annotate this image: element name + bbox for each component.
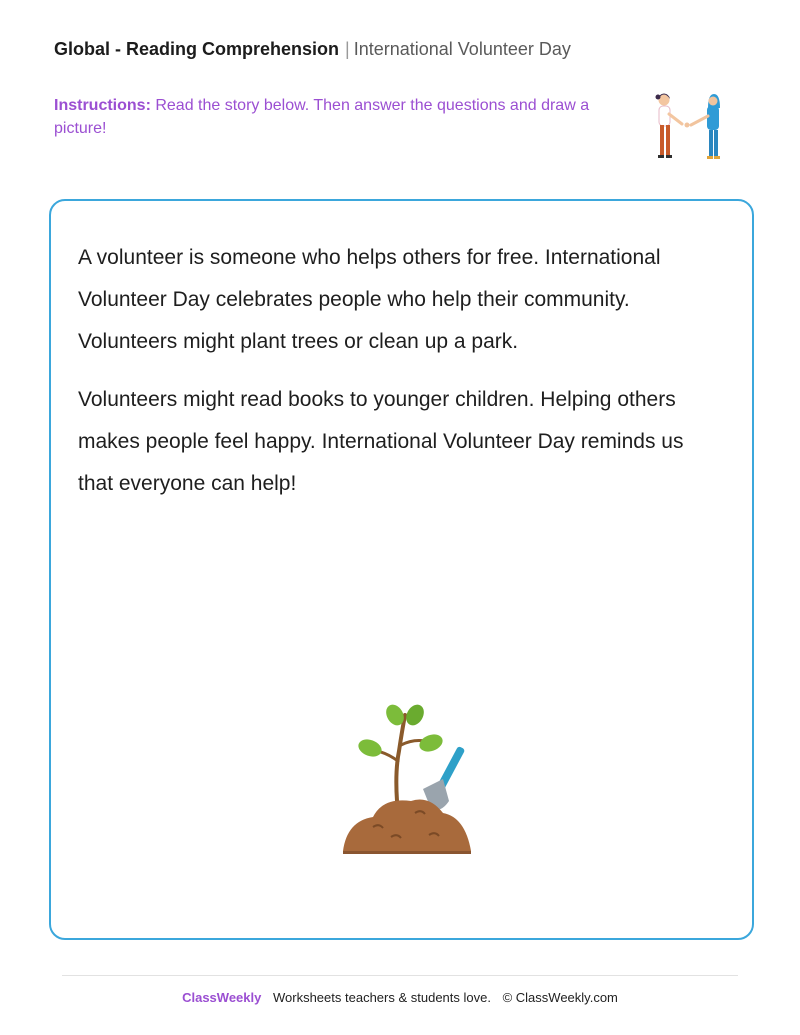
worksheet-subtitle: International Volunteer Day	[353, 39, 571, 59]
instructions	[54, 94, 614, 140]
footer-tagline: Worksheets teachers & students love.	[272, 990, 491, 1005]
instructions-label: Instructions:	[54, 97, 151, 114]
title-separator: |	[345, 39, 350, 59]
people-handshake-icon	[642, 88, 732, 164]
story-text	[78, 237, 698, 521]
footer-copyright: © ClassWeekly.com	[502, 990, 618, 1005]
sapling-with-shovel-icon	[325, 701, 477, 856]
footer-divider	[62, 975, 738, 976]
story-paragraph-1: A volunteer is someone who helps others for free. International Volunteer Day celebrates people who help their community. Volunteers might plant trees or clean up a park.	[78, 246, 661, 353]
instructions-text: Read the story below. Then answer the questions and draw a picture!	[54, 97, 590, 137]
worksheet-header	[54, 38, 571, 60]
footer-brand: ClassWeekly	[182, 990, 262, 1005]
story-paragraph-2: Volunteers might read books to younger children. Helping others makes people feel happy. International Volunteer Day reminds us that everyone can help!	[78, 388, 684, 495]
footer	[0, 990, 800, 1005]
worksheet-title: Global - Reading Comprehension	[54, 39, 340, 59]
story-box	[49, 199, 754, 940]
